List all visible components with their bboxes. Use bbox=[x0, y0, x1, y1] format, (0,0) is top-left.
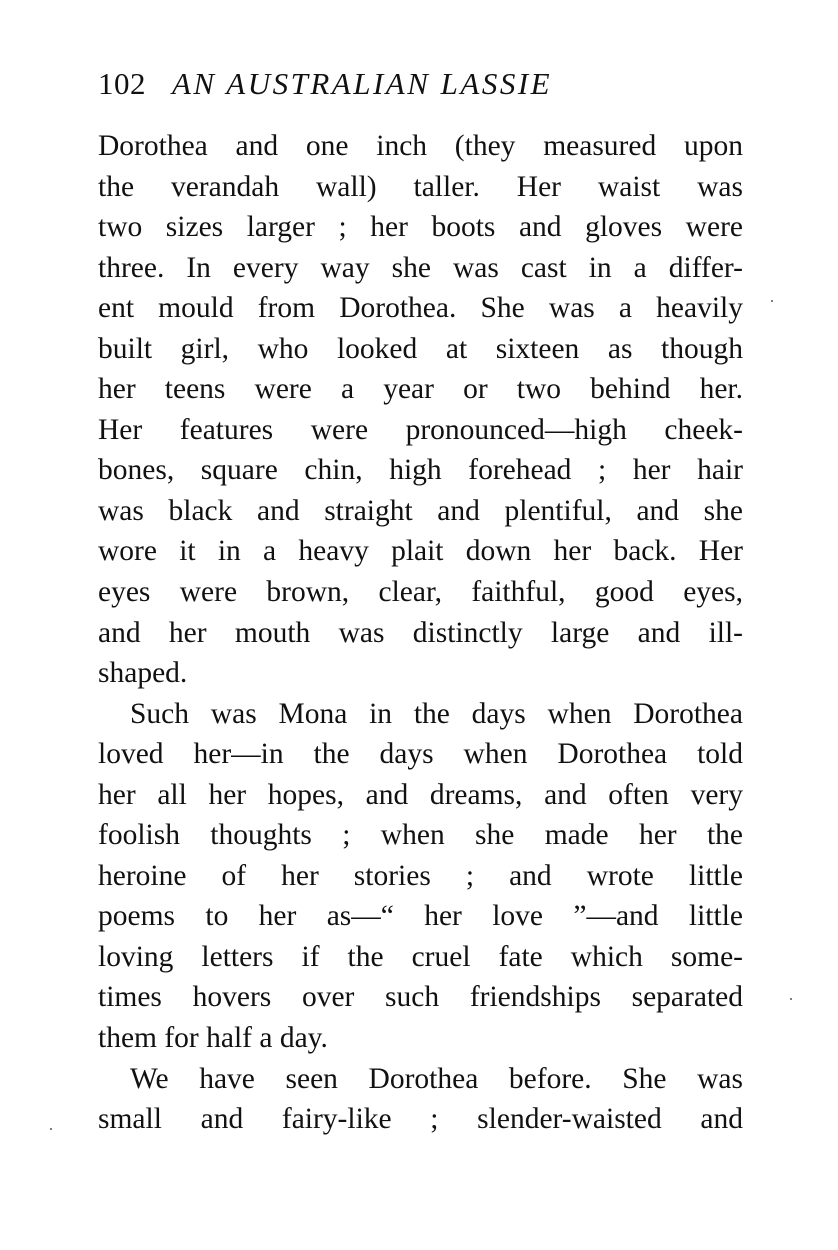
text-line: ent mould from Dorothea. She was a heavily bbox=[98, 292, 743, 325]
text-line: was black and straight and plentiful, and she bbox=[98, 494, 743, 527]
running-head bbox=[98, 64, 748, 104]
text-line: eyes were brown, clear, faithful, good eyes, bbox=[98, 576, 743, 609]
text-line: loved her—in the days when Dorothea told bbox=[98, 738, 743, 771]
text-line: the verandah wall) taller. Her waist was bbox=[98, 170, 743, 203]
text-line: Dorothea and one inch (they measured upon bbox=[98, 130, 743, 162]
text-line: times hovers over such friendships separated bbox=[98, 981, 743, 1014]
text-line: them for half a day. bbox=[98, 1022, 328, 1055]
paper-speck bbox=[790, 998, 792, 1000]
text-line: and her mouth was distinctly large and ill- bbox=[98, 616, 743, 649]
body-text bbox=[98, 126, 743, 1140]
text-line: foolish thoughts ; when she made her the bbox=[98, 819, 743, 852]
text-line: small and fairy-like ; slender-waisted and bbox=[98, 1103, 743, 1136]
text-line: heroine of her stories ; and wrote little bbox=[98, 859, 743, 892]
text-line: Her features were pronounced—high cheek- bbox=[98, 413, 743, 446]
paper-speck bbox=[771, 300, 773, 302]
text-line: We have seen Dorothea before. She was bbox=[130, 1062, 743, 1095]
text-line: three. In every way she was cast in a differ- bbox=[98, 251, 743, 284]
text-line: shaped. bbox=[98, 657, 188, 690]
text-line: her all her hopes, and dreams, and often very bbox=[98, 778, 743, 811]
text-line: bones, square chin, high forehead ; her hair bbox=[98, 454, 743, 487]
text-line: wore it in a heavy plait down her back. Her bbox=[98, 535, 743, 568]
text-line: loving letters if the cruel fate which some- bbox=[98, 940, 743, 973]
text-line: built girl, who looked at sixteen as though bbox=[98, 332, 743, 365]
book-title: AN AUSTRALIAN LASSIE bbox=[172, 66, 553, 101]
paper-speck bbox=[50, 1128, 52, 1130]
page-number: 102 bbox=[98, 66, 146, 101]
text-line: two sizes larger ; her boots and gloves were bbox=[98, 211, 743, 244]
text-line: her teens were a year or two behind her. bbox=[98, 373, 743, 406]
text-line: Such was Mona in the days when Dorothea bbox=[130, 697, 743, 730]
text-line: poems to her as—“ her love ”—and little bbox=[98, 900, 743, 933]
